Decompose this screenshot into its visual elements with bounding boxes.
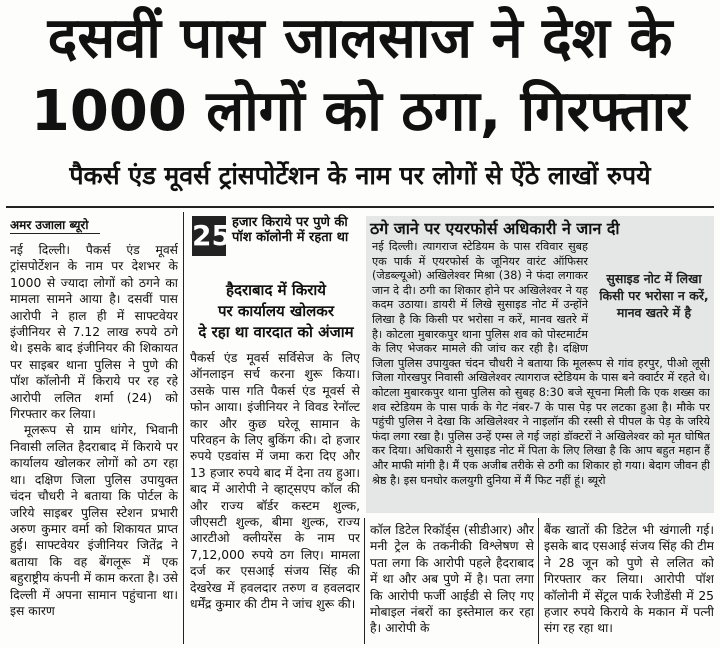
box-heading: ठगे जाने पर एयरफोर्स अधिकारी ने जान दी (370, 219, 620, 238)
column-1-para-2: मूलरूप से ग्राम धांगेर, भिवानी निवासी ललित हैदराबाद में किराये पर कार्यालय खोलकर लोगों को ठग रहा था। दक्षिण जिला पुलिस उपायुक्त चंदन चौधरी ने बताया कि पोर्टल के जरिये साइबर पुलिस स्टेशन प्रभारी अरुण कुमार वर्मा को शिकायत प्राप्त हुई। साफ्टवेयर इंजीनियर जितेंद्र ने बताया कि वह बेंगलूरू में एक बहुराष्ट्रीय कंपनी में काम करता है। उसे दिल्ली में अपना सामान पहुंचाना था। इस कारण (10, 423, 178, 618)
mid-heading-line3: दे रहा था वारदात को अंजाम (198, 323, 354, 341)
byline: अमर उजाला ब्यूरो (10, 218, 89, 232)
subheadline: पैकर्स एंड मूवर्स ट्रांसपोर्टेशन के नाम पर लोगों से ऐंठे लाखों रुपये (69, 161, 651, 190)
rule-col2 (364, 518, 365, 644)
box-body (372, 240, 710, 512)
pull-quote: सुसाइड नोट में लिखा किसी पर भरोसा न करें, मानव खतरे में है (596, 270, 712, 321)
column-1-para-1: नई दिल्ली। पैकर्स एंड मूवर्स ट्रांसपोर्टेशन के नाम पर देशभर के 1000 से ज्यादा लोगों को ठगने का मामला सामने आया है। दसवीं पास आरोपी ने हाल ही में साफ्टवेयर इंजीनियर से 7.12 लाख रुपये ठगे थे। इसके बाद इंजीनियर की शिकायत पर साइबर थाना पुलिस ने पुणे की पॉश कॉलोनी में किराये पर रह रहे आरोपी ललित शर्मा (24) को गिरफ्तार कर लिया। (10, 243, 178, 422)
column-1 (10, 242, 178, 644)
column-4: बैंक खातों की डिटेल भी खंगाली गई। इसके बाद एसआई संजय सिंह की टीम ने 28 जून को पुणे से ललित को गिरफ्तार कर लिया। आरोपी पॉश कॉलोनी में सेंट्रल पार्क रेजीडेंसी में 25 हजार रुपये किराये के मकान में पत्नी संग रह रहा था। (544, 523, 714, 636)
stat-badge: 25 (192, 216, 226, 256)
byline-underline (10, 233, 100, 234)
rule-col1 (183, 212, 184, 644)
stat-caption: हजार किराये पर पुणे की पॉश कॉलोनी में रहता था (232, 215, 349, 245)
rule-top (6, 206, 714, 208)
column-3: कॉल डिटेल रिकॉर्ड्स (सीडीआर) और मनी ट्रेल के तकनीकी विश्लेषण से पता लगा कि आरोपी पहले हैदराबाद में था और अब पुणे में है। पता लगा कि आरोपी फर्जी आईडी से लिए गए मोबाइल नंबरों का इस्तेमाल कर रहा है। आरोपी के (370, 523, 534, 636)
box-body-text: नई दिल्ली। त्यागराज स्टेडियम के पास रविवार सुबह एक पार्क में एयरफोर्स के जूनियर वारंट ऑफिसर (जेडब्ल्यूओ) अखिलेश्वर मिश्रा (38) ने फंदा लगाकर जान दे दी। ठगी का शिकार होने पर अखिलेश्वर ने यह कदम उठाया। डायरी में लिखे सुसाइड नोट में उन्होंने लिखा है कि किसी पर भरोसा न करें, मानव खतरे में है। कोटला मुबारकपुर थाना पुलिस शव को पोस्टमार्टम के लिए भेजकर मामले की जांच कर रही है। दक्षिण जिला पुलिस उपायुक्त चंदन चौधरी ने बताया कि मूलरूप से गांव हरपुर, पीओ लूसी जिला गोरखपुर निवासी अखिलेश्वर त्यागराज स्टेडियम के पास बने क्वार्टर में रहते थे। कोटला मुबारकपुर थाना पुलिस को सुबह 8:30 बजे सूचना मिली कि एक शख्स का शव स्टेडियम के पास पार्क के गेट नंबर-7 के पास पेड़ पर लटका हुआ है। मौके पर पहुंची पुलिस ने देखा कि अखिलेश्वर ने नाइलॉन की रस्सी से पीपल के पेड़ के जरिये फंदा लगा रखा है। पुलिस उन्हें एम्स ले गई जहां डॉक्टरों ने अखिलेश्वर को मृत घोषित कर दिया। अधिकारी ने सुसाइड नोट में पिता के लिए लिखा है कि आप बहुत महान हैं और माफी मांगी है। मैं एक अजीब तरीके से ठगी का शिकार हो गया। बेदाग जीवन ही श्रेष्ठ है। इस घनघोर कलयुगी दुनिया में मैं फिट नहीं हूं। ब्यूरो (372, 240, 710, 487)
headline-line2: 1000 लोगों को ठगा, गिरफ्तार (30, 79, 690, 144)
mid-heading-line2: पर कार्यालय खोलकर (218, 302, 334, 320)
column-2: पैकर्स एंड मूवर्स सर्विसेज के लिए ऑनलाइन सर्च करना शुरू किया। उसके पास गति पैकर्स एंड मूवर्स से फोन आया। इंजीनियर ने विवड रेनॉल्ट कार और कुछ घरेलू सामान के परिवहन के लिए बुकिंग की। दो हजार रुपये एडवांस में जमा करा दिए और 13 हजार रुपये बाद में देना तय हुआ। बाद में आरोपी ने व्हाट्सएप कॉल की और राज्य बॉर्डर कस्टम शुल्क, जीएसटी शुल्क, बीमा शुल्क, राज्य आरटीओ क्लीयरेंस के नाम पर 7,12,000 रुपये ठग लिए। मामला दर्ज कर एसआई संजय सिंह की देखरेख में हवलदार तरुण व हवलदार धर्मेंद्र कुमार की टीम ने जांच शुरू की। (190, 351, 360, 612)
headline-line1: दसवीं पास जालसाज ने देश के (47, 6, 673, 71)
rule-col3 (538, 518, 539, 644)
mid-heading-line1: हैदराबाद में किराये (226, 281, 326, 299)
mid-heading (190, 280, 362, 343)
